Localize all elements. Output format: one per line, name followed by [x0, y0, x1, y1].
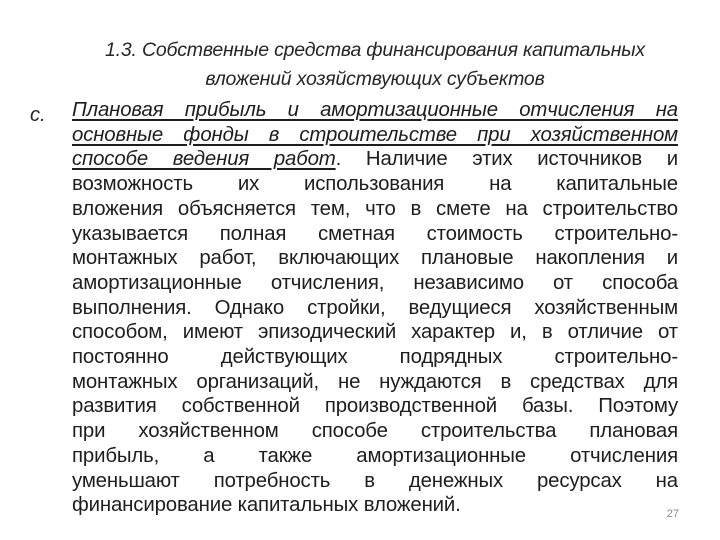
page-number: 27: [666, 508, 679, 520]
text-line: уменьшают потребность в денежных ресурсах на: [72, 469, 678, 492]
heading-end-punct: .: [335, 148, 342, 171]
text-line: возможность их использования на капитальные: [72, 173, 678, 196]
heading-text: способе ведения работ: [72, 148, 336, 171]
text-line: амортизационные отчисления, независимо от способа: [72, 271, 678, 294]
text-line: постоянно действующих подрядных строительно-: [72, 346, 678, 369]
text-line: прибыль, а также амортизационные отчисления: [72, 444, 678, 467]
text-line: монтажных организаций, не нуждаются в средствах для: [72, 370, 678, 393]
text-line: при хозяйственном способе строительства плановая: [72, 420, 678, 443]
text-line: вложения объясняется тем, что в смете на строительство: [72, 197, 678, 220]
body-paragraph: [72, 98, 678, 518]
text-line: развития собственной производственной базы. Поэтому: [72, 395, 678, 418]
text-line: [72, 98, 678, 123]
text-line: [72, 147, 678, 172]
text-line: [72, 123, 678, 148]
slide-title-line: 1.3. Собственные средства финансирования капитальных: [105, 39, 645, 61]
list-marker: с.: [30, 104, 46, 126]
text-line: способом, имеют эпизодический характер и, в отличие от: [72, 321, 678, 344]
text-line: указывается полная сметная стоимость строительно-: [72, 222, 678, 245]
heading-text: основные фонды в строительстве при хозяйственном: [72, 123, 678, 146]
body-text-segment: Наличие этих источников и: [365, 148, 678, 171]
slide-title: [40, 36, 710, 94]
text-line: финансирование капитальных вложений.: [72, 494, 461, 517]
heading-text: Плановая прибыль и амортизационные отчисления на: [72, 99, 678, 121]
text-line: выполнения. Однако стройки, ведущиеся хозяйственным: [72, 296, 678, 319]
slide-title-line: вложений хозяйствующих субъектов: [205, 68, 545, 90]
text-line: монтажных работ, включающих плановые накопления и: [72, 247, 678, 270]
